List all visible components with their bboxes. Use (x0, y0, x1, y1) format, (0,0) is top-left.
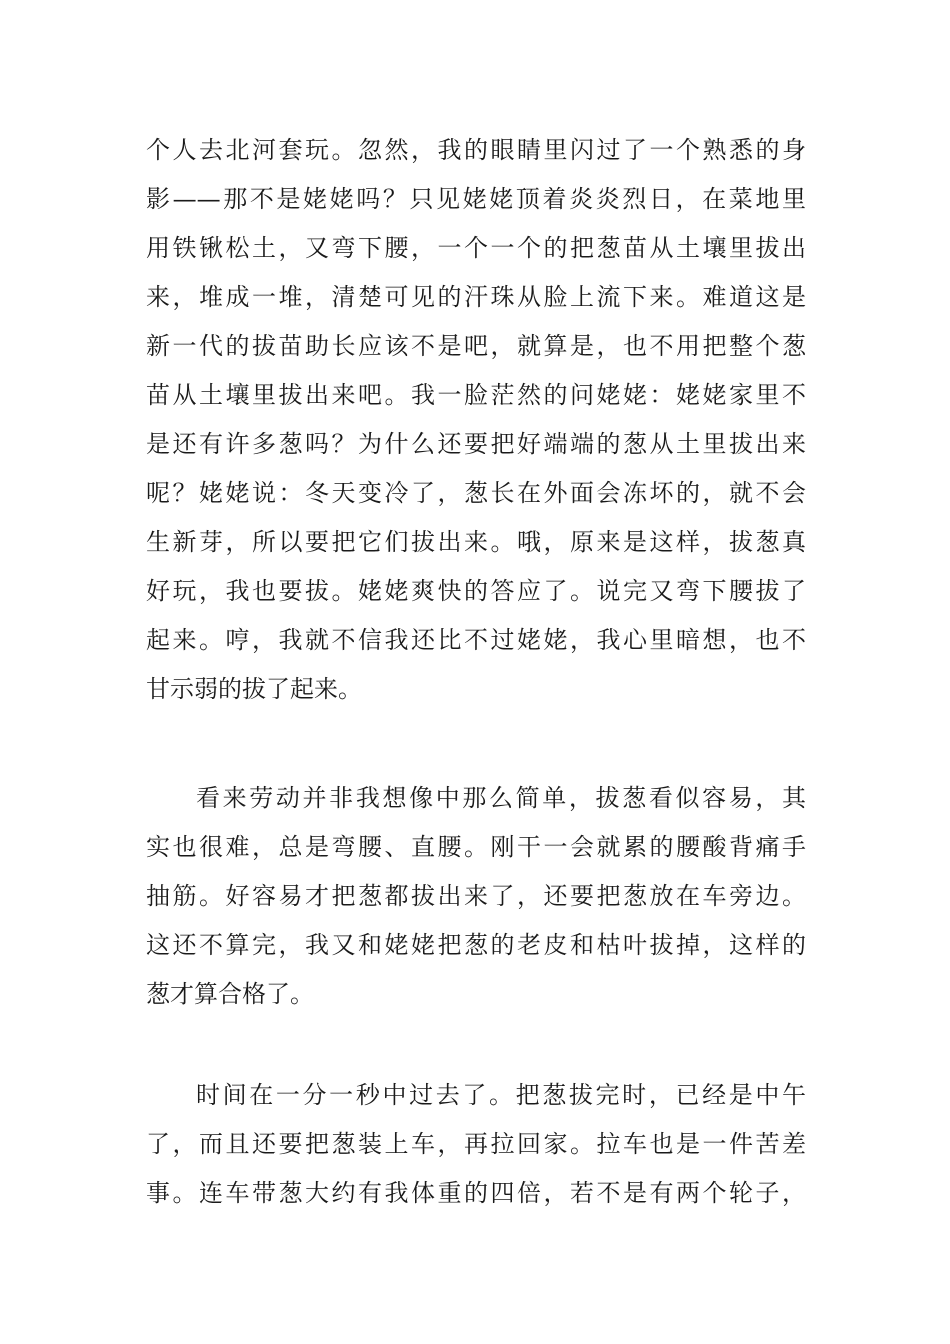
text-line: 个人去北河套玩。忽然，我的眼睛里闪过了一个熟悉的身 (146, 136, 806, 164)
text-line: 抽筋。好容易才把葱都拔出来了，还要把葱放在车旁边。 (146, 882, 806, 910)
text-line: 起来。哼，我就不信我还比不过姥姥，我心里暗想，也不 (146, 626, 806, 654)
paragraph-2 (146, 774, 806, 1019)
text-line: 苗从土壤里拔出来吧。我一脸茫然的问姥姥：姥姥家里不 (146, 381, 806, 409)
text-line: 好玩，我也要拔。姥姥爽快的答应了。说完又弯下腰拔了 (146, 577, 806, 605)
text-line: 实也很难，总是弯腰、直腰。刚干一会就累的腰酸背痛手 (146, 833, 806, 861)
text-line: 事。连车带葱大约有我体重的四倍，若不是有两个轮子， (146, 1179, 806, 1207)
text-line: 看来劳动并非我想像中那么简单，拔葱看似容易，其 (196, 784, 806, 812)
paragraph-3 (146, 1071, 806, 1218)
text-line: 生新芽，所以要把它们拔出来。哦，原来是这样，拔葱真 (146, 528, 806, 556)
text-line: 葱才算合格了。 (146, 980, 314, 1008)
text-line: 甘示弱的拔了起来。 (146, 675, 362, 703)
paragraph-1 (146, 126, 806, 714)
text-line: 新一代的拔苗助长应该不是吧，就算是，也不用把整个葱 (146, 332, 806, 360)
text-line: 是还有许多葱吗？为什么还要把好端端的葱从土里拔出来 (146, 430, 806, 458)
text-line: 影——那不是姥姥吗？只见姥姥顶着炎炎烈日，在菜地里 (146, 185, 806, 213)
text-line: 呢？姥姥说：冬天变冷了，葱长在外面会冻坏的，就不会 (146, 479, 806, 507)
text-line: 了，而且还要把葱装上车，再拉回家。拉车也是一件苦差 (146, 1130, 806, 1158)
text-line: 这还不算完，我又和姥姥把葱的老皮和枯叶拔掉，这样的 (146, 931, 806, 959)
text-line: 时间在一分一秒中过去了。把葱拔完时，已经是中午 (196, 1081, 806, 1109)
text-line: 用铁锹松土，又弯下腰，一个一个的把葱苗从土壤里拔出 (146, 234, 806, 262)
text-line: 来，堆成一堆，清楚可见的汗珠从脸上流下来。难道这是 (146, 283, 806, 311)
